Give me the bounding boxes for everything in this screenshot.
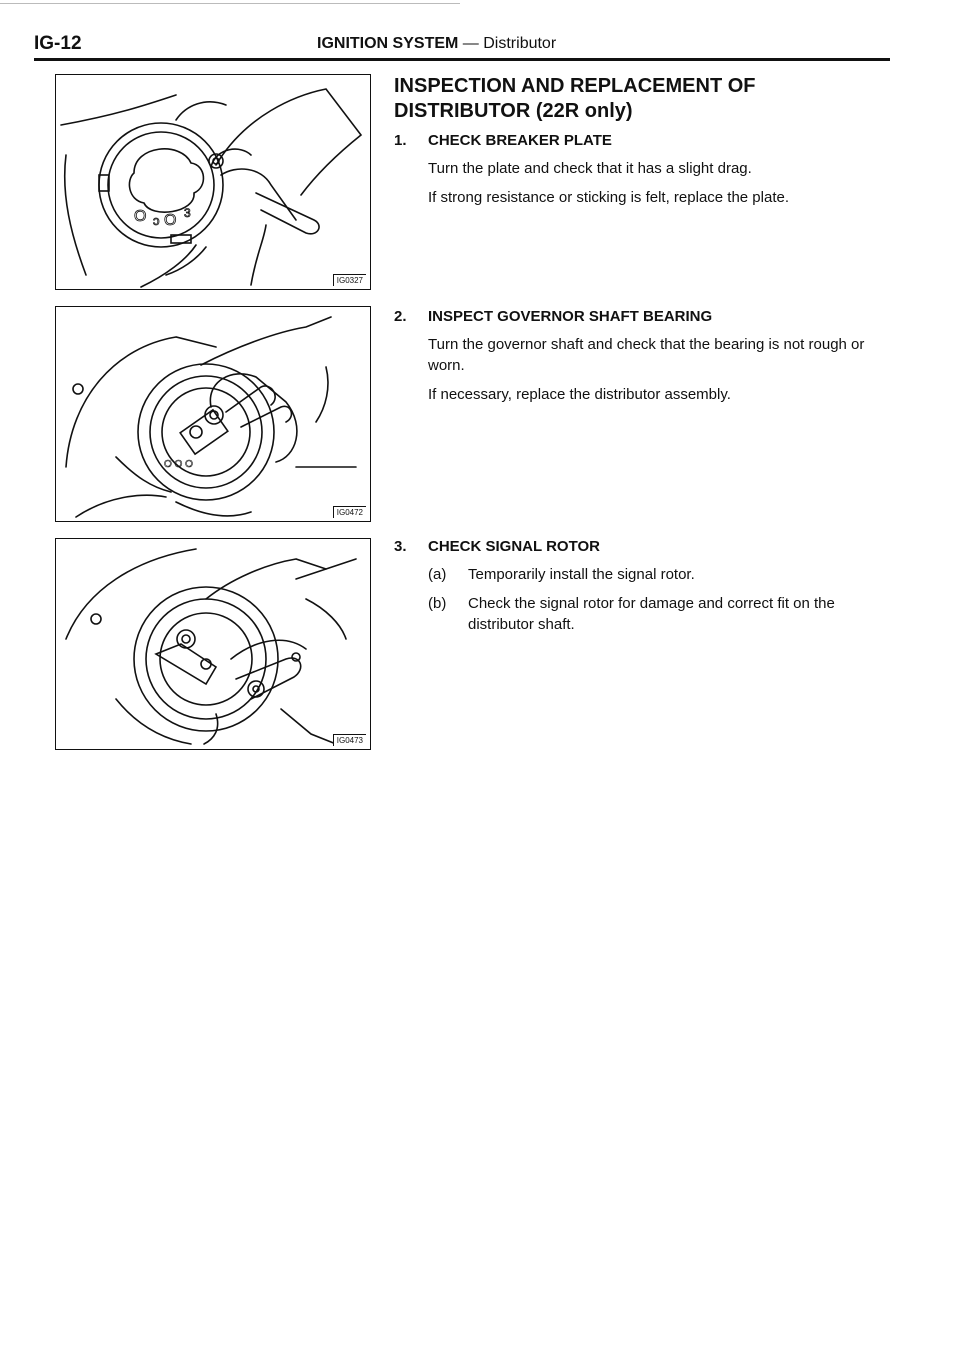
section-check-signal-rotor xyxy=(394,538,884,635)
list-item-label: (b) xyxy=(428,595,447,612)
section-title xyxy=(394,308,884,328)
page-number: IG-12 xyxy=(34,33,82,54)
figure-breaker-plate xyxy=(55,74,371,290)
main-heading xyxy=(394,74,884,124)
list-item xyxy=(428,564,884,585)
section-title-text: INSPECT GOVERNOR SHAFT BEARING xyxy=(428,308,713,325)
section-title-text: CHECK BREAKER PLATE xyxy=(428,132,612,149)
figure-signal-rotor xyxy=(55,538,371,750)
section-title xyxy=(394,538,884,558)
list-item-label: (a) xyxy=(428,566,447,583)
main-heading-line1: INSPECTION AND REPLACEMENT OF xyxy=(394,75,756,97)
governor-shaft-illustration-icon xyxy=(56,307,369,520)
figure-code: IG0327 xyxy=(333,274,366,286)
svg-text:ɔ: ɔ xyxy=(153,213,160,228)
page-header xyxy=(32,33,888,59)
list-item-text: Check the signal rotor for damage and correct fit on the distributor shaft. xyxy=(468,595,835,633)
section-number: 2. xyxy=(394,308,407,325)
list-item xyxy=(428,593,884,635)
main-heading-line2: DISTRIBUTOR (22R only) xyxy=(394,100,633,122)
header-subsystem: Distributor xyxy=(483,35,557,52)
svg-text:O: O xyxy=(134,208,147,225)
breaker-plate-illustration-icon xyxy=(56,75,369,288)
paragraph: Turn the plate and check that it has a slight drag. xyxy=(428,160,752,177)
top-edge-line xyxy=(0,3,460,4)
figure-code: IG0472 xyxy=(333,506,366,518)
signal-rotor-illustration-icon xyxy=(56,539,369,748)
header-title xyxy=(317,35,556,53)
section-number: 1. xyxy=(394,132,407,149)
section-number: 3. xyxy=(394,538,407,555)
section-title-text: CHECK SIGNAL ROTOR xyxy=(428,538,600,555)
section-inspect-governor-shaft-bearing xyxy=(394,308,884,405)
paragraph: If strong resistance or sticking is felt, replace the plate. xyxy=(428,189,790,206)
svg-text:O O O: O O O xyxy=(164,459,193,470)
header-dash: — xyxy=(462,35,479,52)
svg-text:O: O xyxy=(164,212,177,229)
header-system: IGNITION SYSTEM xyxy=(317,35,459,52)
header-rule xyxy=(34,58,890,61)
list-item-text: Temporarily install the signal rotor. xyxy=(468,566,695,583)
section-check-breaker-plate xyxy=(394,132,884,208)
paragraph: If necessary, replace the distributor assembly. xyxy=(428,386,731,403)
section-title xyxy=(394,132,884,152)
figure-governor-shaft xyxy=(55,306,371,522)
svg-text:3: 3 xyxy=(184,206,191,220)
paragraph: Turn the governor shaft and check that the bearing is not rough or worn. xyxy=(428,336,865,374)
content-column xyxy=(394,74,884,633)
figure-code: IG0473 xyxy=(333,734,366,746)
